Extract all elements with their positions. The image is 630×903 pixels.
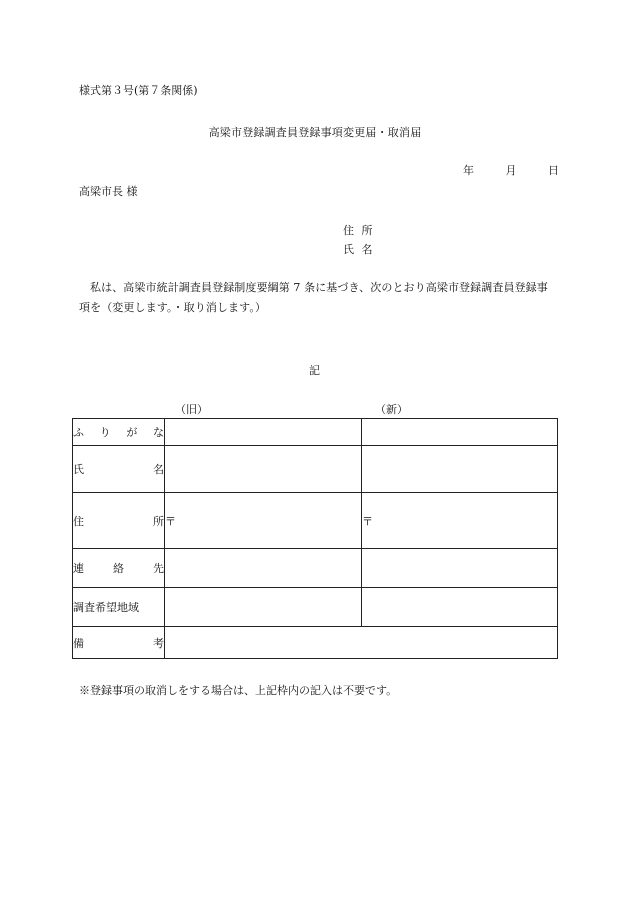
table-row [73, 549, 558, 588]
date-year: 年 [463, 164, 474, 177]
label-char: 氏 [73, 463, 84, 476]
date-day: 日 [548, 164, 559, 177]
row-label-contact [73, 549, 165, 588]
row-label-remarks [73, 627, 165, 659]
label-char: 備 [73, 636, 84, 650]
footnote: ※登録事項の取消しをする場合は、上記枠内の記入は不要です。 [79, 684, 398, 697]
addressee: 高梁市長 様 [79, 185, 138, 198]
new-column-header: （新） [375, 403, 408, 416]
record-mark: 記 [309, 364, 320, 377]
row-label-furigana [73, 419, 165, 446]
row-label-address [73, 493, 165, 549]
row-label-name [73, 446, 165, 493]
new-survey-area-field[interactable] [362, 588, 558, 627]
label-char: 連 [73, 562, 84, 575]
label-char: が [126, 426, 138, 439]
old-contact-field[interactable] [165, 549, 362, 588]
new-address-field[interactable] [362, 493, 558, 549]
new-name-field[interactable] [362, 446, 558, 493]
applicant-name-label: 氏 名 [343, 243, 375, 256]
label-char: 絡 [113, 562, 124, 575]
postal-mark: 〒 [165, 514, 176, 528]
label-text: 調査希望地域 [73, 601, 139, 614]
old-address-field[interactable] [165, 493, 362, 549]
applicant-address-label: 住 所 [343, 224, 375, 237]
old-furigana-field[interactable] [165, 419, 362, 446]
new-contact-field[interactable] [362, 549, 558, 588]
old-name-field[interactable] [165, 446, 362, 493]
form-number: 様式第３号(第７条関係) [79, 84, 198, 97]
registration-table [72, 418, 558, 659]
declaration-text: 私は、高梁市統計調査員登録制度要綱第 7 条に基づき、次のとおり高梁市登録調査員登録事項を（変更します。・取り消します。） [79, 281, 548, 314]
label-char: り [99, 426, 111, 439]
table-row [73, 446, 558, 493]
table-row [73, 588, 558, 627]
table-row [73, 493, 558, 549]
table-row [73, 627, 558, 659]
date-month: 月 [505, 164, 517, 177]
row-label-survey-area [73, 588, 165, 627]
new-furigana-field[interactable] [362, 419, 558, 446]
date-line [463, 162, 559, 178]
postal-mark: 〒 [362, 514, 373, 528]
old-survey-area-field[interactable] [165, 588, 362, 627]
document-title: 高梁市登録調査員登録事項変更届・取消届 [208, 126, 422, 139]
label-char: 考 [153, 636, 164, 650]
remarks-field[interactable] [165, 627, 558, 659]
label-char: 住 [73, 514, 84, 528]
old-column-header: （旧） [175, 403, 208, 416]
label-char: な [152, 426, 164, 439]
table-row [73, 419, 558, 446]
label-char: 先 [153, 562, 164, 575]
label-char: ふ [73, 426, 84, 439]
label-char: 所 [153, 514, 164, 528]
label-char: 名 [153, 463, 164, 476]
